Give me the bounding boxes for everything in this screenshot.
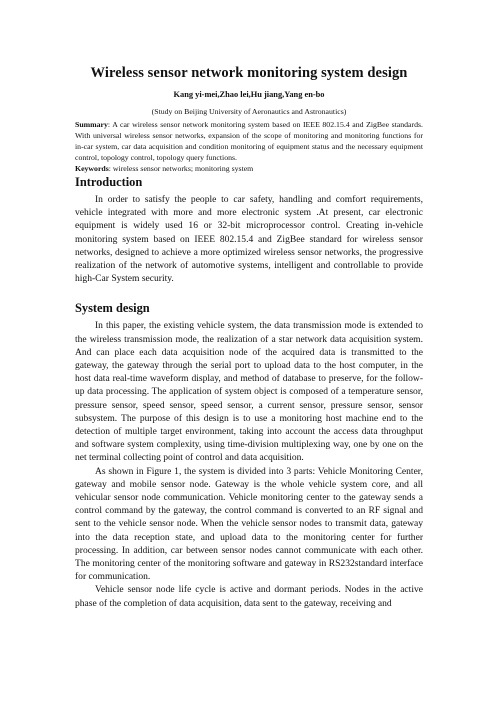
paper-page — [75, 64, 423, 610]
system-design-paragraph-2: As shown in Figure 1, the system is divided into 3 parts: Vehicle Monitoring Center, gateway and mobile sensor node. Gateway is the whole vehicle system core, and all vehicular sensor node communication. Vehicle monitoring center to the gateway sends a control command by the gateway, the control command is converted to an RF signal and sent to the vehicle sensor node. When the vehicle sensor nodes to transmit data, gateway into the data reception state, and upload data to the monitoring center for further processing. In addition, car between sensor nodes cannot communicate with each other. The monitoring center of the monitoring software and gateway in RS232standard interface for communication. — [75, 465, 423, 583]
keywords-label: Keywords — [75, 164, 109, 173]
keywords-text: : wireless sensor networks; monitoring system — [108, 164, 254, 173]
authors-line: Kang yi-mei,Zhao lei,Hu jiang,Yang en-bo — [173, 90, 325, 99]
introduction-paragraph: In order to satisfy the people to car safety, handling and comfort requirements, vehicle integrated with more and more electronic system .At present, car electronic equipment is widely used 16 or 32-bit microprocessor control. Creating in-vehicle monitoring system based on IEEE 802.15.4 and ZigBee standard for wireless sensor networks, designed to achieve a more optimized wireless sensor networks, the progressive realization of the network of automotive systems, intelligent and controllable to provide high-Car System security. — [75, 194, 423, 285]
keywords-block — [75, 163, 423, 174]
section-heading-introduction: Introduction — [75, 175, 143, 189]
summary-text: : A car wireless sensor network monitoring system based on IEEE 802.15.4 and ZigBee standards. With universal wireless sensor networks, expansion of the scope of monitoring and monitoring functions for in-car system, car data acquisition and condition monitoring of equipment status and the necessary equipment control, topology control, topology query functions. — [75, 120, 423, 162]
affiliation-line: (Study on Beijing University of Aeronautics and Astronautics) — [151, 107, 347, 116]
paper-title: Wireless sensor network monitoring system design — [90, 65, 408, 81]
summary-block — [75, 119, 423, 163]
system-design-paragraph-3: Vehicle sensor node life cycle is active and dormant periods. Nodes in the active phase of the completion of data acquisition, data sent to the gateway, receiving and — [75, 584, 423, 609]
system-design-paragraph-1: In this paper, the existing vehicle system, the data transmission mode is extended to the wireless transmission mode, the realization of a star network data acquisition system. And can place each data acquisition node of the acquired data is transmitted to the gateway, the gateway through the serial port to upload data to the host computer, in the host data real-time waveform display, and method of database to preserve, for the follow-up data processing. The application of system object is composed of a temperature sensor, pressure sensor, speed sensor, speed sensor, a current sensor, pressure sensor, sensor subsystem. The purpose of this design is to use a monitoring host machine end to the detection of multiple target environment, taking into account the access data throughput and software system complexity, using time-division multiplexing way, one by one on the net terminal collecting point of control and data acquisition. — [75, 320, 423, 464]
summary-label: Summary — [75, 120, 108, 129]
section-heading-system-design: System design — [75, 301, 150, 316]
